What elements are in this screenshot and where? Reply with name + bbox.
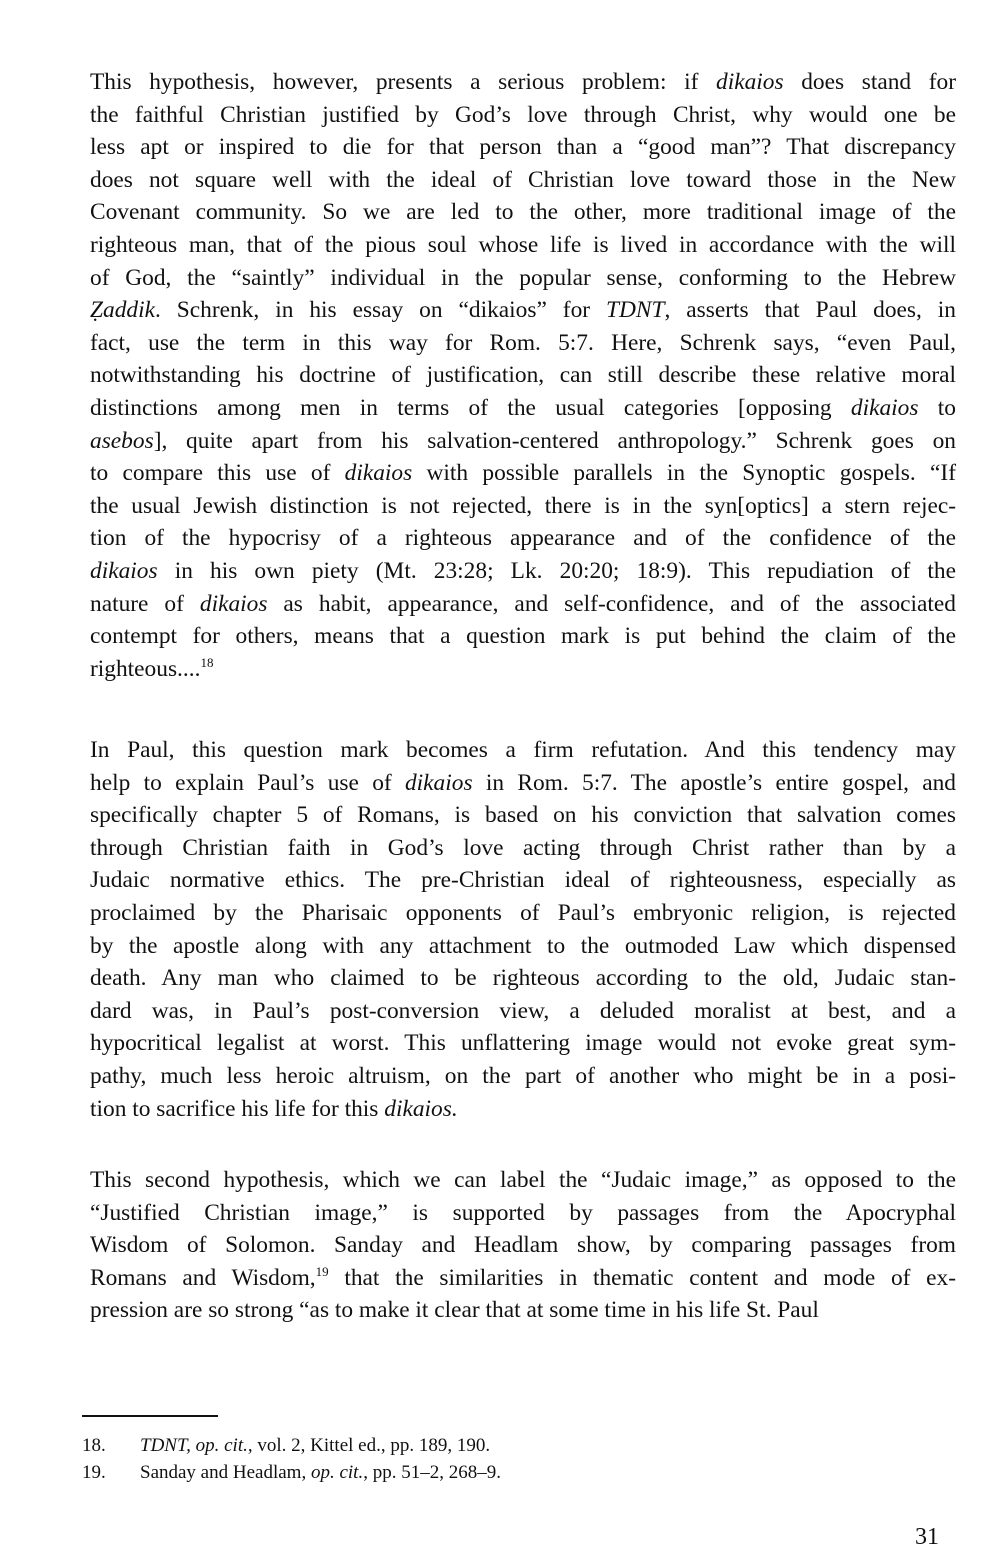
text-run: In Paul, this question mark becomes a firm refutation. And this tendency may: [90, 737, 956, 763]
text-line: [90, 1060, 956, 1093]
italic-text: TDNT: [606, 297, 665, 324]
text-line: [90, 131, 956, 164]
text-line: [90, 734, 956, 767]
footnote-18: [82, 1432, 782, 1459]
italic-text: dikaios: [344, 460, 413, 487]
text-run: hypocritical legalist at worst. This unflattering image would not evoke great sym-: [90, 1030, 956, 1057]
text-run: This hypothesis, however, presents a serious problem: if: [90, 69, 716, 95]
italic-text: asebos: [90, 427, 154, 454]
text-line: [90, 897, 956, 930]
italic-text: dikaios.: [384, 1095, 458, 1122]
text-run: righteous man, that of the pious soul whose life is lived in accordance with the will: [90, 231, 956, 258]
text-run: nature of: [90, 590, 200, 617]
text-run: righteous....: [90, 655, 201, 682]
text-line: [90, 588, 956, 621]
text-line: [90, 1197, 956, 1230]
text-line: [90, 425, 956, 458]
italic-text: dikaios: [404, 769, 473, 796]
text-run: , asserts that Paul does, in: [664, 297, 956, 324]
text-line: [90, 620, 956, 653]
text-line: [90, 930, 956, 963]
text-run: to compare this use of: [90, 460, 345, 487]
italic-text: dikaios: [90, 557, 158, 584]
text-run: ], quite apart from his salvation-centered anthropology.” Schrenk goes on: [153, 427, 956, 454]
text-run: help to explain Paul’s use of: [90, 769, 405, 796]
text-line: [90, 799, 956, 832]
text-run: . Schrenk, in his essay on “dikaios” for: [154, 297, 606, 324]
text-run: does stand for: [783, 69, 956, 95]
text-run: to: [918, 394, 956, 421]
text-run: in his own piety (Mt. 23:28; Lk. 20:20; 18:9). This repudiation of the: [157, 557, 956, 584]
italic-text: dikaios: [850, 394, 919, 421]
text-line: [90, 262, 956, 295]
text-run: Judaic normative ethics. The pre-Christian ideal of righteousness, especially as: [90, 867, 956, 894]
text-run: fact, use the term in this way for Rom. 5:7. Here, Schrenk says, “even Paul,: [90, 329, 956, 356]
text-run: Covenant community. So we are led to the other, more traditional image of the: [90, 199, 956, 226]
italic-text: dikaios: [716, 69, 784, 95]
text-run: by the apostle along with any attachment to the outmoded Law which dispensed: [90, 932, 956, 959]
text-line: [90, 962, 956, 995]
footnote-divider: [82, 1415, 218, 1417]
footnote-19: [82, 1459, 782, 1486]
footnotes: [82, 1432, 782, 1486]
footnote-number: 19.: [82, 1462, 106, 1483]
text-line: [90, 66, 956, 99]
paragraph-2: [90, 734, 956, 1125]
text-run: Wisdom of Solomon. Sanday and Headlam show, by comparing passages from: [90, 1232, 956, 1259]
text-run: less apt or inspired to die for that person than a “good man”? That discrepancy: [90, 134, 956, 161]
text-line: [90, 864, 956, 897]
text-line: [90, 327, 956, 360]
text-line: [90, 767, 956, 800]
text-run: the usual Jewish distinction is not rejected, there is in the syn[optics] a stern rejec-: [90, 492, 956, 519]
paragraph-1: [90, 66, 956, 685]
text-line: [90, 457, 956, 490]
text-run: does not square well with the ideal of Christian love toward those in the New: [90, 166, 956, 193]
text-run: Romans and Wisdom,: [90, 1264, 316, 1291]
text-line: [90, 1027, 956, 1060]
italic-text: dikaios: [199, 590, 268, 617]
text-line: [90, 1164, 956, 1197]
italic-text: TDNT, op. cit.: [140, 1435, 248, 1456]
text-run: This second hypothesis, which we can label the “Judaic image,” as opposed to the: [90, 1167, 956, 1193]
footnote-ref-19[interactable]: 19: [315, 1263, 329, 1279]
text-line: [90, 99, 956, 132]
text-run: death. Any man who claimed to be righteous according to the old, Judaic stan-: [90, 965, 956, 992]
text-line: [90, 1093, 956, 1126]
text-line: [90, 392, 956, 425]
text-line: [90, 1229, 956, 1262]
text-line: [90, 522, 956, 555]
text-run: “Justified Christian image,” is supported by passages from the Apocryphal: [90, 1199, 956, 1226]
text-run: contempt for others, means that a question mark is put behind the claim of the: [90, 623, 956, 650]
text-run: , pp. 51–2, 268–9.: [363, 1462, 501, 1483]
text-line: [90, 164, 956, 197]
text-run: , vol. 2, Kittel ed., pp. 189, 190.: [247, 1435, 491, 1456]
text-run: distinctions among men in terms of the usual categories [opposing: [90, 394, 851, 421]
text-run: proclaimed by the Pharisaic opponents of Paul’s embryonic religion, is rejected: [90, 899, 956, 926]
text-run: the faithful Christian justified by God’s love through Christ, why would one be: [90, 101, 956, 128]
page-number: 31: [915, 1524, 939, 1550]
text-run: pression are so strong “as to make it clear that at some time in his life St. Paul: [90, 1297, 819, 1324]
footnote-number: 18.: [82, 1435, 106, 1456]
text-run: tion to sacrifice his life for this: [90, 1095, 385, 1122]
text-run: of God, the “saintly” individual in the popular sense, conforming to the Hebrew: [90, 264, 956, 291]
text-run: in Rom. 5:7. The apostle’s entire gospel, and: [472, 769, 956, 796]
text-run: notwithstanding his doctrine of justification, can still describe these relative moral: [90, 362, 956, 389]
italic-text: op. cit.: [310, 1462, 364, 1483]
text-line: [90, 1294, 956, 1327]
text-line: [90, 490, 956, 523]
text-run: Sanday and Headlam,: [140, 1462, 311, 1483]
paragraph-3: [90, 1164, 956, 1327]
text-run: that the similarities in thematic content and mode of ex-: [328, 1264, 957, 1291]
text-run: specifically chapter 5 of Romans, is based on his conviction that salvation comes: [90, 802, 956, 829]
text-line: [90, 653, 956, 686]
text-line: [90, 995, 956, 1028]
text-line: [90, 555, 956, 588]
text-run: as habit, appearance, and self-confidence, and of the associated: [267, 590, 957, 617]
text-line: [90, 1262, 956, 1295]
italic-text: Ẓaddik: [90, 297, 155, 324]
text-line: [90, 229, 956, 262]
text-line: [90, 294, 956, 327]
text-run: with possible parallels in the Synoptic gospels. “If: [412, 460, 956, 487]
text-run: pathy, much less heroic altruism, on the part of another who might be in a posi-: [90, 1062, 956, 1089]
text-run: dard was, in Paul’s post-conversion view, a deluded moralist at best, and a: [90, 997, 956, 1024]
text-run: through Christian faith in God’s love acting through Christ rather than by a: [90, 834, 956, 861]
text-run: tion of the hypocrisy of a righteous appearance and of the confidence of the: [90, 525, 956, 552]
text-line: [90, 196, 956, 229]
text-line: [90, 359, 956, 392]
footnote-ref-18[interactable]: 18: [200, 654, 214, 670]
text-line: [90, 832, 956, 865]
